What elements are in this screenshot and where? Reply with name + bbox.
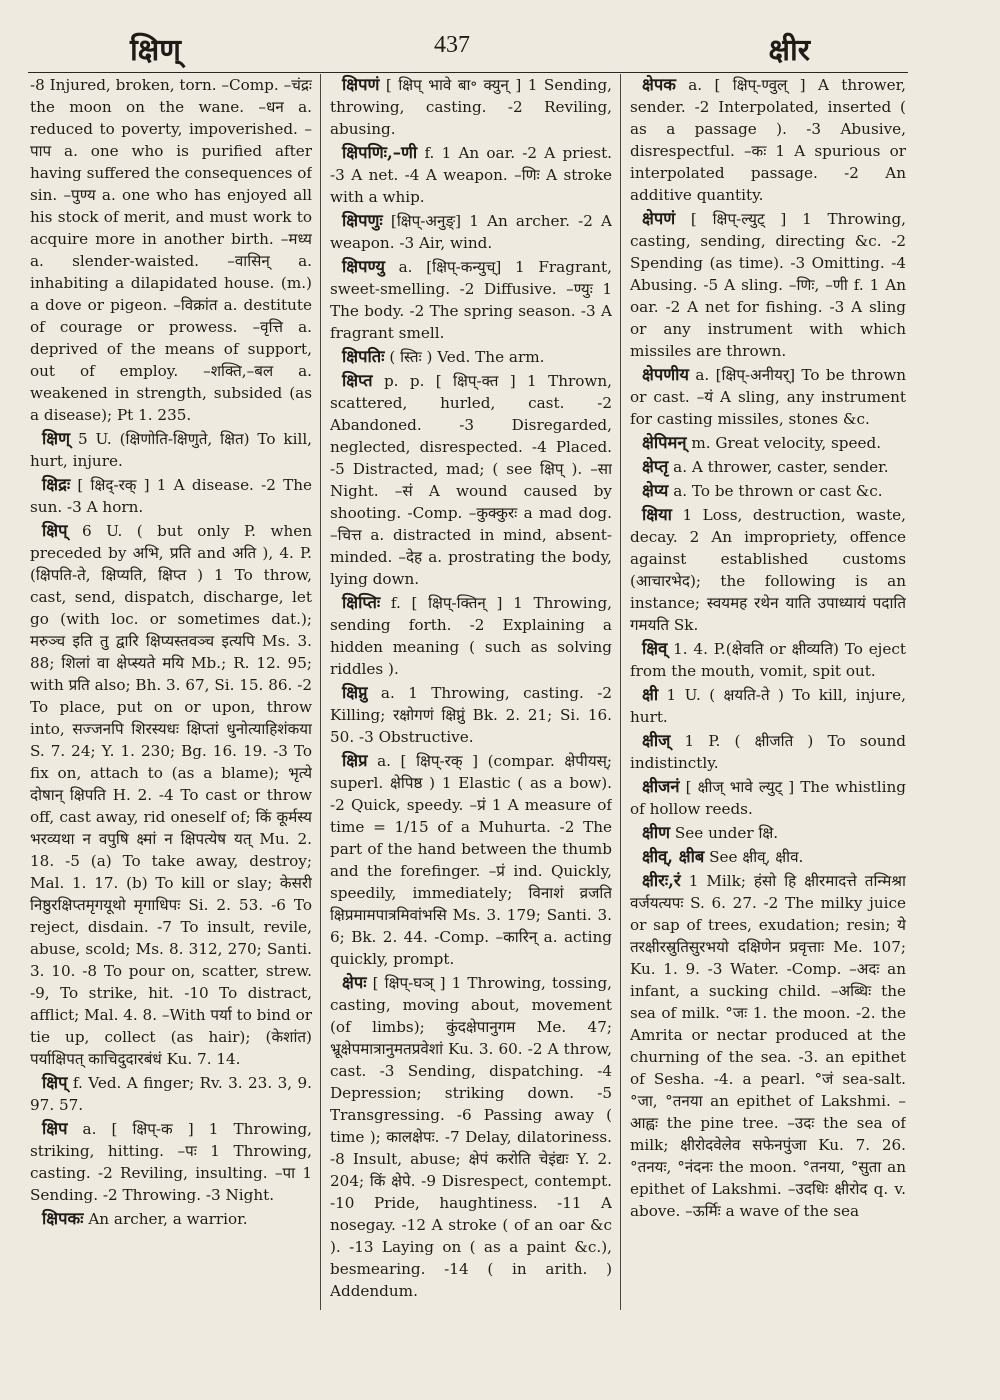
column-1: [30, 74, 312, 1324]
entry-definition: 5 U. (क्षिणोति-क्षिणुते, क्षित) To kill, hurt, injure.: [30, 430, 312, 470]
dictionary-entry: [630, 456, 906, 478]
entry-definition: [ क्षिप्-घञ् ] 1 Throwing, tossing, casting, moving about, movement (of limbs); कुंदक्षेपानुगम Me. 47; भ्रूक्षेपमात्रानुमतप्रवेशां Ku. 3. 60. -2 A throw, cast. -3 Sending, dispatching. -4 Depression; striking down. -5 Transgressing. -6 Passing away ( time ); कालक्षेपः. -7 Delay, dilatoriness. -8 Insult, abuse; क्षेपं करोति चेइंद्यः Y. 2. 204; किं क्षेपे. -9 Disrespect, contempt. -10 Pride, haughtiness. -11 A nosegay. -12 A stroke ( of an oar &c ). -13 Laying on ( as a paint &c.), besmearing. -14 ( in arith. ) Addendum.: [330, 974, 612, 1300]
entry-headword: क्षिप्त: [342, 371, 373, 390]
entry-headword: क्षिप्तिः: [342, 593, 381, 612]
entry-headword: क्षिप्: [42, 521, 68, 540]
header-rule: [28, 72, 908, 73]
dictionary-entry: [330, 972, 612, 1302]
entry-definition: An archer, a warrior.: [88, 1210, 248, 1228]
entry-headword: क्षिप: [42, 1119, 68, 1138]
entry-definition: [क्षिप्-अनुङ्] 1 An archer. -2 A weapon. -3 Air, wind.: [330, 212, 612, 252]
dictionary-entry: [630, 208, 906, 362]
dictionary-entry: [630, 432, 906, 454]
entry-definition: a. [ क्षिप्-क ] 1 Throwing, striking, hitting. –पः 1 Throwing, casting. -2 Reviling, insulting. –पा 1 Sending. -2 Throwing. -3 Night.: [30, 1120, 312, 1204]
entry-definition: 1. 4. P.(क्षेवति or क्षीव्यति) To eject from the mouth, vomit, spit out.: [630, 640, 906, 680]
page-number: 437: [434, 32, 470, 58]
entry-definition: f. 1 An oar. -2 A priest. -3 A net. -4 A weapon. –णिः A stroke with a whip.: [330, 144, 612, 206]
entry-headword: क्षिपतिः: [342, 347, 385, 366]
dictionary-entry: [630, 480, 906, 502]
entry-headword: क्षी: [642, 685, 659, 704]
dictionary-entry: [330, 370, 612, 590]
dictionary-entry: [630, 846, 906, 868]
entry-definition: 1 Loss, destruction, waste, decay. 2 An impropriety, offence against established customs (आचारभेद); the following is an instance; स्वयमह रथेन याति उपाध्यायं पदाति गमयति Sk.: [630, 506, 906, 634]
entry-headword: क्षिद्रः: [42, 475, 71, 494]
dictionary-entry: [630, 776, 906, 820]
entry-definition: f. Ved. A finger; Rv. 3. 23. 3, 9. 97. 57.: [30, 1074, 312, 1114]
dictionary-entry: [330, 750, 612, 970]
entry-headword: क्षेप्तृ: [642, 457, 669, 476]
dictionary-entry: [30, 428, 312, 472]
dictionary-entry: [330, 346, 612, 368]
dictionary-entry: [30, 74, 312, 426]
entry-headword: क्षिपणं: [342, 75, 380, 94]
entry-headword: क्षिण्: [42, 429, 71, 448]
entry-headword: क्षिपणुः: [342, 211, 383, 230]
dictionary-entry: [330, 210, 612, 254]
page-header: [30, 22, 970, 72]
entry-headword: क्षिव्: [642, 639, 668, 658]
entry-definition: [ क्षीज् भावे ल्युट् ] The whistling of hollow reeds.: [630, 778, 906, 818]
dictionary-entry: [630, 638, 906, 682]
column-divider: [620, 74, 621, 1310]
entry-definition: [ क्षिप् भावे बा॰ क्युन् ] 1 Sending, throwing, casting. -2 Reviling, abusing.: [330, 76, 612, 138]
column-2: [330, 74, 612, 1324]
entry-headword: क्षेपक: [642, 75, 676, 94]
entry-headword: क्षेप्य: [642, 481, 669, 500]
dictionary-entry: [30, 520, 312, 1070]
entry-definition: See under क्षि.: [674, 824, 779, 842]
entry-headword: क्षेपः: [342, 973, 367, 992]
entry-headword: क्षीज्: [642, 731, 671, 750]
dictionary-entry: [330, 256, 612, 344]
entry-headword: क्षिपकः: [42, 1209, 84, 1228]
entry-headword: क्षिपण्यु: [342, 257, 385, 276]
entry-headword: क्षिप्: [42, 1073, 68, 1092]
entry-headword: क्षीव्, क्षीब: [642, 847, 705, 866]
entry-definition: [ क्षिप्-ल्युट् ] 1 Throwing, casting, sending, directing &c. -2 Spending (as time). -3 Omitting. -4 Abusing. -5 A sling. –णिः, –णी f. 1 An oar. -2 A net for fishing. -3 A sling or any instrument with which missiles are thrown.: [630, 210, 906, 360]
entry-headword: क्षिपणिः,–णी: [342, 143, 418, 162]
entry-definition: a. [ क्षिप्-ण्वुल् ] A thrower, sender. -2 Interpolated, inserted ( as a passage ). -3 Abusive, disrespectful. –कः 1 A spurious or interpolated passage. -2 An additive quantity.: [630, 76, 906, 204]
entry-definition: 1 Milk; हंसो हि क्षीरमादत्ते तन्मिश्रा वर्जयत्यपः S. 6. 27. -2 The milky juice or sap of trees, exudation; resin; ये तरक्षीरस्रुतिसुरभयो दक्षिणेन प्रवृत्ताः Me. 107; Ku. 1. 9. -3 Water. -Comp. –अदः an infant, a sucking child. –अब्धिः the sea of milk. °जः 1. the moon. -2. the Amrita or nectar produced at the churning of the sea. -3. an epithet of Sesha. -4. a pearl. °जं sea-salt. °जा, °तनया an epithet of Lakshmi. –आह्वः the pine tree. –उदः the sea of milk; क्षीरोदवेलेव सफेनपुंजा Ku. 7. 26. °तनयः, °नंदनः the moon. °तनया, °सुता an epithet of Lakshmi. –उदधिः क्षीरोद q. v. above. –ऊर्मिः a wave of the sea: [630, 872, 906, 1220]
entry-headword: क्षेपणीय: [642, 365, 689, 384]
dictionary-entry: [330, 592, 612, 680]
entry-definition: a. A thrower, caster, sender.: [673, 458, 889, 476]
entry-definition: a. [क्षिप्-अनीयर्] To be thrown or cast. –यं A sling, any instrument for casting missiles, stones &c.: [630, 366, 906, 428]
right-running-headword: क्षीर: [768, 33, 810, 68]
dictionary-entry: [30, 1118, 312, 1206]
column-divider: [320, 74, 321, 1310]
dictionary-entry: [330, 682, 612, 748]
dictionary-entry: [30, 1072, 312, 1116]
entry-headword: क्षेपिमन्: [642, 433, 687, 452]
entry-headword: क्षिया: [642, 505, 672, 524]
entry-definition: a. [ क्षिप्-रक् ] (compar. क्षेपीयस्; superl. क्षेपिष्ठ ) 1 Elastic ( as a bow). -2 Quick, speedy. –प्रं 1 A measure of time = 1/15 of a Muhurta. -2 The part of the hand between the thumb and the forefinger. –प्रं ind. Quickly, speedily, immediately; विनाशं व्रजति क्षिप्रमामपात्रमिवांभसि Ms. 3. 179; Santi. 3. 6; Bk. 2. 44. -Comp. –कारिन् a. acting quickly, prompt.: [330, 752, 612, 968]
left-running-headword: क्षिण्: [130, 33, 181, 68]
dictionary-entry: [330, 142, 612, 208]
entry-definition: 6 U. ( but only P. when preceded by अभि, प्रति and अति ), 4. P. (क्षिपति-ते, क्षिप्यति, क्षिप्त ) 1 To throw, cast, send, dispatch, discharge, let go (with loc. or sometimes dat.); मरुञ्च इति तु द्वारि क्षिप्यस्तवञ्च इत्यपि Ms. 3. 88; शिलां वा क्षेप्स्यते मयि Mb.; R. 12. 95; with प्रति also; Bh. 3. 67, Si. 15. 86. -2 To place, put on or upon, throw into, सज्जनपि शिरस्यधः क्षिप्तां धुनोत्याहिशंकया S. 7. 24; Y. 1. 230; Bg. 16. 19. -3 To fix on, attach to (as a blame); भृत्ये दोषान् क्षिपति H. 2. -4 To cast or throw off, cast away, rid oneself of; किं कूर्मस्य भरव्यथा न वपुषि क्ष्मां न क्षिपत्येष यत् Mu. 2. 18. -5 (a) To take away, destroy; Mal. 1. 17. (b) To kill or slay; केसरी निष्ठुरक्षिप्तमृगयूथो मृगाधिपः Si. 2. 53. -6 To reject, disdain. -7 To insult, revile, abuse, scold; Ms. 8. 312, 270; Santi. 3. 10. -8 To pour on, scatter, strew. -9, To strike, hit. -10 To distract, afflict; Mal. 4. 8. –With पर्या to bind or tie up, collect (as hair); (केशांत) पर्याक्षिपत् काचिदुदारबंधं Ku. 7. 14.: [30, 522, 312, 1068]
dictionary-entry: [630, 364, 906, 430]
dictionary-entry: [630, 822, 906, 844]
entry-definition: p. p. [ क्षिप्-क्त ] 1 Thrown, scattered, hurled, cast. -2 Abandoned. -3 Disregarded, neglected, disrespected. -4 Placed. -5 Distracted, mad; ( see क्षिप् ). –सा Night. –सं A wound caused by shooting. -Comp. –कुक्कुरः a mad dog. –चित्त a. distracted in mind, absent-minded. –देह a. prostrating the body, lying down.: [330, 372, 612, 588]
dictionary-entry: [630, 504, 906, 636]
entry-definition: [ क्षिद्-रक् ] 1 A disease. -2 The sun. -3 A horn.: [30, 476, 312, 516]
entry-definition: f. [ क्षिप्-क्तिन् ] 1 Throwing, sending forth. -2 Explaining a hidden meaning ( such as solving riddles ).: [330, 594, 612, 678]
entry-headword: क्षेपणं: [642, 209, 676, 228]
entry-headword: क्षीरः,रं: [642, 871, 681, 890]
entry-definition: -8 Injured, broken, torn. –Comp. –चंद्रः the moon on the wane. –धन a. reduced to poverty, impoverished. –पाप a. one who is purified after having suffered the consequences of sin. –पुण्य a. one who has enjoyed all his stock of merit, and must work to acquire more in another birth. –मध्य a. slender-waisted. –वासिन् a. inhabiting a dilapidated house. (m.) a dove or pigeon. –विक्रांत a. destitute of courage or prowess. –वृत्ति a. deprived of the means of support, out of employ. –शक्ति,–बल a. weakened in strength, subsided (as a disease); Pt 1. 235.: [30, 76, 312, 424]
entry-definition: a. To be thrown or cast &c.: [673, 482, 883, 500]
entry-headword: क्षिप्र: [342, 751, 368, 770]
dictionary-entry: [330, 74, 612, 140]
entry-definition: 1 P. ( क्षीजति ) To sound indistinctly.: [630, 732, 906, 772]
dictionary-entry: [630, 730, 906, 774]
entry-definition: m. Great velocity, speed.: [691, 434, 882, 452]
entry-definition: See क्षीव्, क्षीव.: [709, 848, 804, 866]
entry-headword: क्षीण: [642, 823, 671, 842]
entry-headword: क्षिप्नु: [342, 683, 368, 702]
entry-definition: 1 U. ( क्षयति-ते ) To kill, injure, hurt.: [630, 686, 906, 726]
entry-definition: a. 1 Throwing, casting. -2 Killing; रक्षोगणं क्षिप्नुं Bk. 2. 21; Si. 16. 50. -3 Obstructive.: [330, 684, 612, 746]
entry-headword: क्षीजनं: [642, 777, 680, 796]
dictionary-entry: [30, 1208, 312, 1230]
dictionary-entry: [630, 870, 906, 1222]
entry-definition: a. [क्षिप्-कन्युच्] 1 Fragrant, sweet-smelling. -2 Diffusive. –ण्युः 1 The body. -2 The spring season. -3 A fragrant smell.: [330, 258, 612, 342]
dictionary-entry: [630, 684, 906, 728]
dictionary-entry: [30, 474, 312, 518]
dictionary-entry: [630, 74, 906, 206]
entry-definition: ( स्तिः ) Ved. The arm.: [389, 348, 545, 366]
column-3: [630, 74, 906, 1324]
